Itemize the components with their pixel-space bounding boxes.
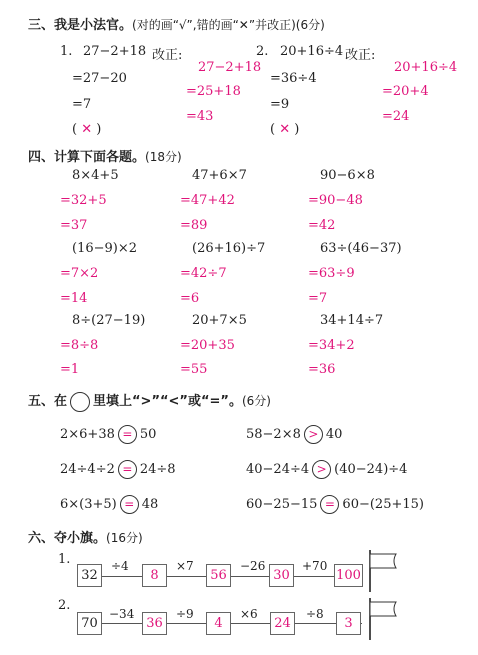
circle-blank-icon [70, 392, 90, 412]
compare-right: 50 [139, 427, 157, 442]
calc-q: 8÷(27−19) [72, 313, 146, 328]
p2-correct-1: =20+4 [382, 84, 429, 99]
chain-answer-box: 4 [206, 612, 231, 635]
section-3-title [28, 14, 325, 33]
calc-result: =37 [60, 218, 88, 233]
p2-line1: =36÷4 [270, 71, 317, 86]
chain-answer-box: 56 [206, 564, 231, 587]
calc-result: =7 [308, 291, 328, 306]
compare-right: (40−24)÷4 [334, 462, 408, 477]
calc-result: =6 [180, 291, 200, 306]
compare-symbol: = [118, 425, 137, 444]
calc-step: =42÷7 [180, 266, 227, 281]
section-6-title [28, 527, 143, 546]
calc-result: =1 [60, 362, 80, 377]
p2-correct-0: 20+16÷4 [394, 60, 458, 75]
chain-answer-box: 8 [142, 564, 167, 587]
compare-right: 40 [325, 427, 343, 442]
compare-left: 60−25−15 [246, 497, 318, 512]
chain-answer-box: 36 [142, 612, 167, 635]
chain-1-start-box: 32 [77, 564, 102, 587]
p1-correct-1: =25+18 [186, 84, 241, 99]
compare-left: 6×(3+5) [60, 497, 117, 512]
chain-op: ÷4 [111, 559, 129, 573]
calc-q: 63÷(46−37) [320, 241, 402, 256]
calc-result: =89 [180, 218, 208, 233]
calc-step: =34+2 [308, 338, 355, 353]
chain-op: ×7 [176, 559, 194, 573]
p2-line2: =9 [270, 97, 290, 112]
section-4-heading: 四、计算下面各题。 [28, 150, 146, 165]
calc-result: =14 [60, 291, 88, 306]
p1-correct-label: 改正: [152, 48, 183, 63]
chain-1-num: 1. [58, 552, 71, 567]
p1-num: 1. [60, 44, 73, 59]
p1-correct-2: =43 [186, 109, 214, 124]
calc-result: =36 [308, 362, 336, 377]
compare-right: 60−(25+15) [342, 497, 424, 512]
chain-2-line [100, 623, 362, 624]
calc-q: 8×4+5 [72, 168, 119, 183]
p2-expr: 20+16÷4 [280, 44, 344, 59]
section-5-note: (6分) [241, 394, 271, 408]
calc-step: =32+5 [60, 193, 107, 208]
p1-verdict: ( ✕ ) [72, 122, 102, 137]
calc-result: =42 [308, 218, 336, 233]
section-5-heading-a: 五、在 [28, 394, 68, 409]
compare-symbol: > [312, 460, 331, 479]
compare-item [60, 425, 156, 444]
section-4-title [28, 146, 182, 165]
compare-item [246, 495, 424, 514]
calc-step: =8÷8 [60, 338, 99, 353]
chain-1-line [100, 576, 362, 577]
compare-item [60, 495, 158, 514]
calc-step: =20+35 [180, 338, 235, 353]
p1-line1: =27−20 [72, 71, 127, 86]
compare-symbol: > [304, 425, 323, 444]
chain-answer-box: 3 [336, 612, 361, 635]
chain-answer-box: 30 [269, 564, 294, 587]
compare-left: 58−2×8 [246, 427, 301, 442]
chain-op: −34 [109, 607, 135, 621]
p1-expr: 27−2+18 [83, 44, 147, 59]
compare-left: 24÷4÷2 [60, 462, 115, 477]
compare-left: 40−24÷4 [246, 462, 310, 477]
calc-q: (26+16)÷7 [192, 241, 266, 256]
calc-result: =55 [180, 362, 208, 377]
calc-step: =63÷9 [308, 266, 355, 281]
p2-correct-2: =24 [382, 109, 410, 124]
chain-answer-box: 100 [334, 564, 363, 587]
section-3-heading: 三、我是小法官。 [28, 18, 133, 33]
section-5-heading-b: 里填上“>”“<”或“=”。 [93, 394, 242, 409]
p2-correct-label: 改正: [345, 48, 376, 63]
calc-q: 20+7×5 [192, 313, 247, 328]
chain-op: ÷9 [176, 607, 194, 621]
section-5-title [28, 390, 271, 412]
calc-q: 90−6×8 [320, 168, 375, 183]
compare-item [246, 460, 407, 479]
section-6-note: (16分) [106, 531, 143, 545]
calc-step: =7×2 [60, 266, 99, 281]
section-6-heading: 六、夺小旗。 [28, 531, 107, 546]
calc-q: 34+14÷7 [320, 313, 384, 328]
p2-num: 2. [256, 44, 269, 59]
calc-q: (16−9)×2 [72, 241, 138, 256]
chain-2-start-box: 70 [77, 612, 102, 635]
calc-q: 47+6×7 [192, 168, 247, 183]
compare-right: 24÷8 [139, 462, 176, 477]
p1-correct-0: 27−2+18 [198, 60, 262, 75]
compare-right: 48 [141, 497, 159, 512]
flag-icon [366, 596, 400, 642]
compare-left: 2×6+38 [60, 427, 115, 442]
p2-verdict: ( ✕ ) [270, 122, 300, 137]
compare-symbol: = [120, 495, 139, 514]
chain-op: −26 [240, 559, 266, 573]
flag-icon [366, 548, 400, 594]
compare-item [60, 460, 176, 479]
compare-symbol: = [320, 495, 339, 514]
calc-step: =47+42 [180, 193, 235, 208]
p1-line2: =7 [72, 97, 92, 112]
chain-op: ×6 [240, 607, 258, 621]
chain-2-num: 2. [58, 598, 71, 613]
section-4-note: (18分) [145, 150, 182, 164]
calc-step: =90−48 [308, 193, 363, 208]
chain-answer-box: 24 [270, 612, 295, 635]
compare-item [246, 425, 342, 444]
compare-symbol: = [118, 460, 137, 479]
chain-op: +70 [302, 559, 328, 573]
section-3-note: (对的画“√”,错的画“✕”并改正)(6分) [132, 18, 325, 32]
chain-op: ÷8 [306, 607, 324, 621]
